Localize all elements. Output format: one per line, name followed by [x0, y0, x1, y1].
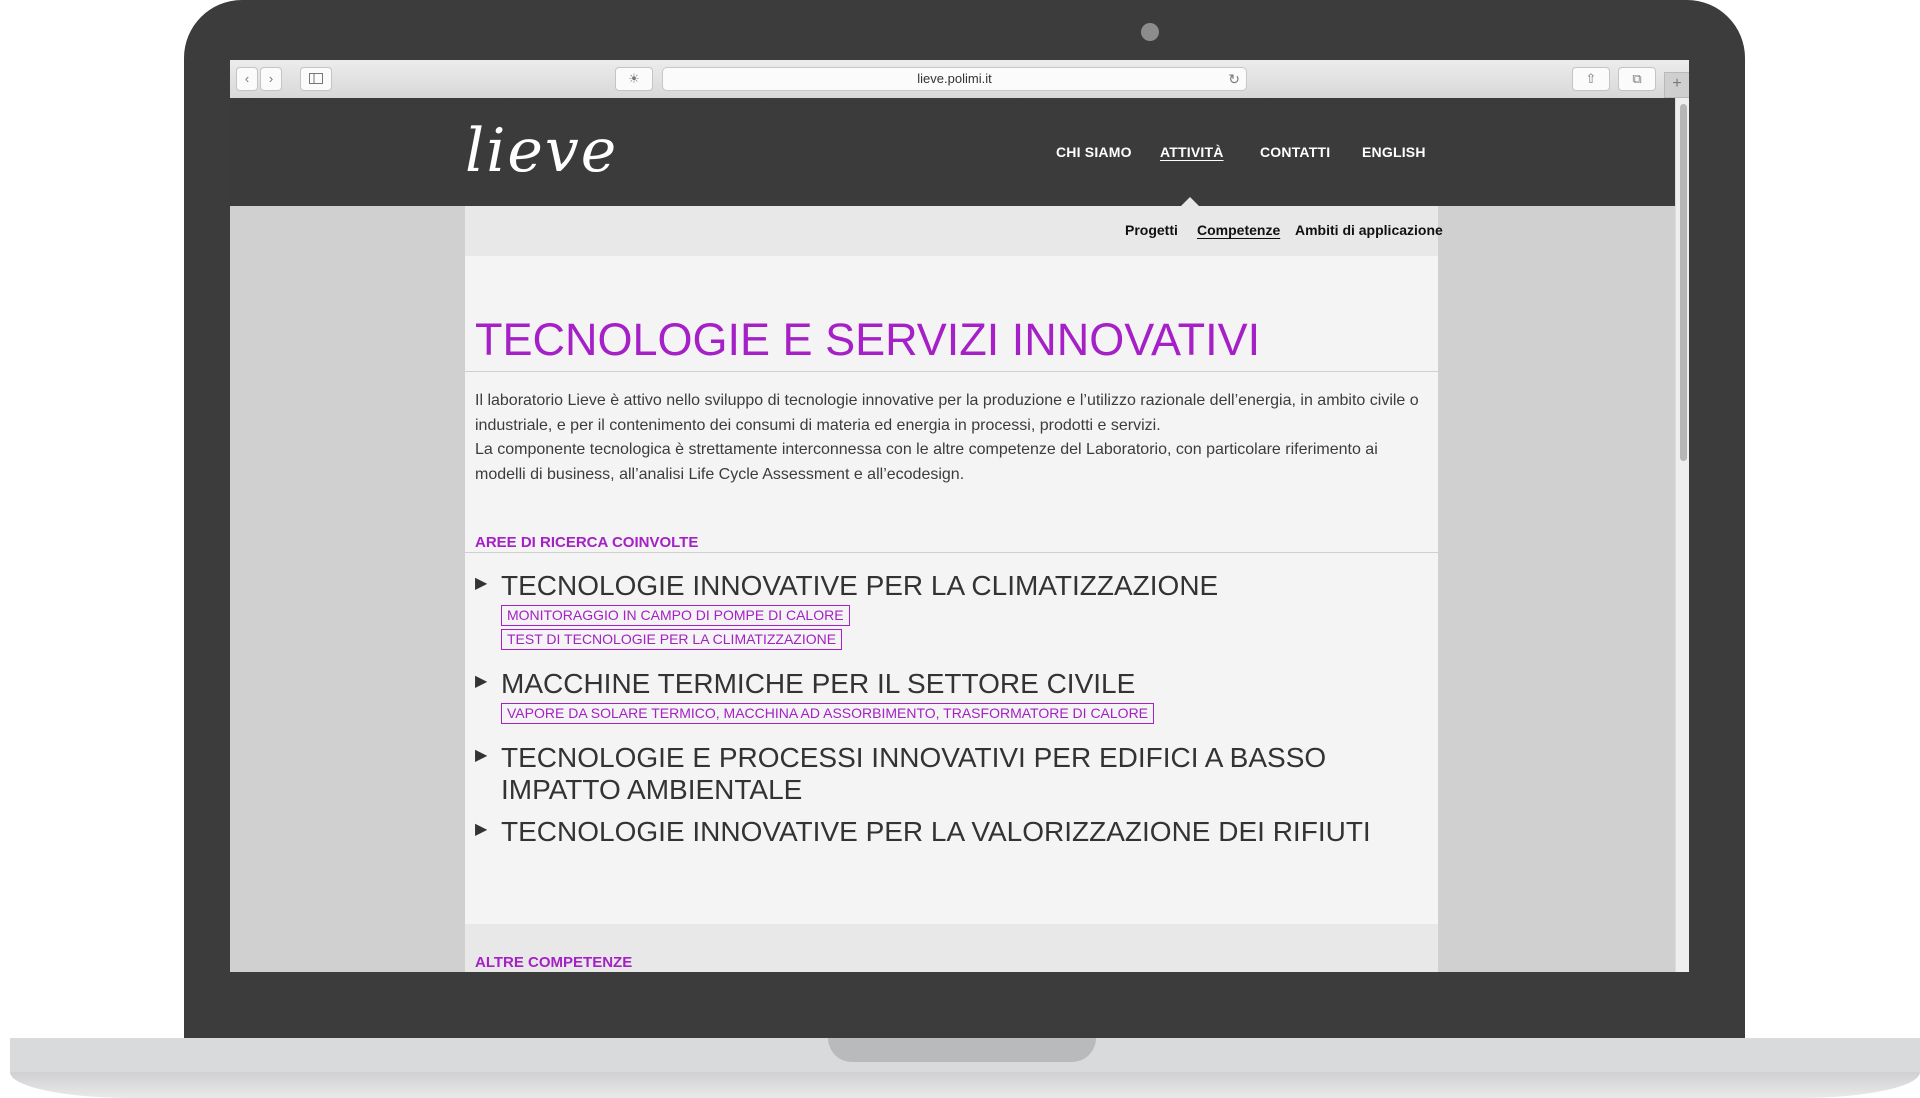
- nav-active-caret: [1181, 197, 1199, 206]
- research-area: [475, 668, 1425, 724]
- tabs-icon[interactable]: ⧉: [1618, 67, 1656, 91]
- lightbulb-icon[interactable]: ☀: [615, 67, 653, 91]
- intro-paragraph-1: Il laboratorio Lieve è attivo nello sviluppo di tecnologie innovative per la produzione e l’utilizzo razionale dell’energia, in ambito civile o industriale, e per il contenimento dei consumi di materia ed energia in processi, prodotti e servizi.: [475, 392, 1419, 434]
- intro-text: [475, 389, 1425, 487]
- site-header: [230, 98, 1675, 206]
- sub-nav: [465, 206, 1443, 256]
- scrollbar[interactable]: [1675, 98, 1689, 972]
- triangle-right-icon: ▶: [475, 575, 488, 592]
- camera-icon: [1141, 23, 1159, 41]
- url-text: lieve.polimi.it: [917, 71, 992, 86]
- scrollbar-thumb[interactable]: [1680, 104, 1687, 461]
- triangle-right-icon: ▶: [475, 821, 488, 838]
- address-bar[interactable]: [662, 67, 1247, 91]
- laptop-base-bottom: [10, 1072, 1920, 1098]
- plus-icon[interactable]: +: [1664, 72, 1689, 98]
- title-divider: [465, 371, 1438, 372]
- laptop-notch: [828, 1038, 1096, 1062]
- nav-chi-siamo[interactable]: CHI SIAMO: [1056, 144, 1132, 160]
- research-area: [475, 742, 1425, 806]
- research-area-list: [475, 570, 1425, 866]
- research-divider: [465, 552, 1438, 553]
- subnav-progetti[interactable]: Progetti: [1125, 222, 1178, 238]
- sidebar-icon[interactable]: [300, 67, 332, 91]
- triangle-right-icon: ▶: [475, 747, 488, 764]
- content-column: [465, 206, 1443, 972]
- chevron-left-icon[interactable]: ‹: [236, 67, 258, 91]
- nav-english[interactable]: ENGLISH: [1362, 144, 1426, 160]
- browser-toolbar: [230, 60, 1689, 99]
- other-competences-band: [465, 924, 1438, 972]
- research-tag[interactable]: MONITORAGGIO IN CAMPO DI POMPE DI CALORE: [501, 605, 850, 626]
- site-logo[interactable]: lieve: [465, 116, 619, 186]
- reload-icon[interactable]: ↻: [1228, 71, 1240, 87]
- subnav-ambiti[interactable]: Ambiti di applicazione: [1295, 222, 1443, 238]
- triangle-right-icon: ▶: [475, 673, 488, 690]
- research-area-title[interactable]: TECNOLOGIE E PROCESSI INNOVATIVI PER EDIFICI A BASSO IMPATTO AMBIENTALE: [501, 742, 1327, 805]
- research-area: [475, 816, 1425, 848]
- research-tag[interactable]: TEST DI TECNOLOGIE PER LA CLIMATIZZAZIONE: [501, 629, 842, 650]
- intro-paragraph-2: La componente tecnologica è strettamente interconnessa con le altre competenze del Laboratorio, con particolare riferimento ai modelli di business, all’analisi Life Cycle Assessment e all’ecodesign.: [475, 441, 1378, 483]
- page-title: TECNOLOGIE E SERVIZI INNOVATIVI: [475, 314, 1261, 365]
- research-area: [475, 570, 1425, 650]
- research-area-title[interactable]: TECNOLOGIE INNOVATIVE PER LA CLIMATIZZAZIONE: [501, 570, 1219, 601]
- chevron-right-icon[interactable]: ›: [260, 67, 282, 91]
- nav-contatti[interactable]: CONTATTI: [1260, 144, 1331, 160]
- research-area-title[interactable]: MACCHINE TERMICHE PER IL SETTORE CIVILE: [501, 668, 1136, 699]
- research-area-title[interactable]: TECNOLOGIE INNOVATIVE PER LA VALORIZZAZIONE DEI RIFIUTI: [501, 816, 1371, 847]
- other-competences-heading: ALTRE COMPETENZE: [475, 954, 633, 971]
- research-areas-heading: AREE DI RICERCA COINVOLTE: [475, 534, 699, 551]
- research-tag[interactable]: VAPORE DA SOLARE TERMICO, MACCHINA AD ASSORBIMENTO, TRASFORMATORE DI CALORE: [501, 703, 1154, 724]
- nav-attivita[interactable]: ATTIVITÀ: [1160, 144, 1224, 160]
- subnav-competenze[interactable]: Competenze: [1197, 222, 1281, 238]
- share-icon[interactable]: ⇧: [1572, 67, 1610, 91]
- browser-window: [230, 60, 1689, 972]
